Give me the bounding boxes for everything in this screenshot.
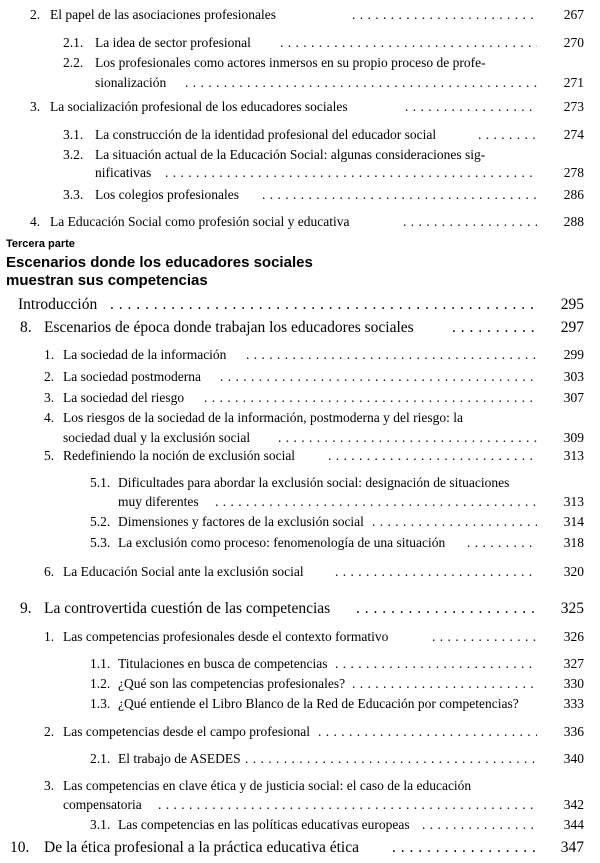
entry-title: Los profesionales como actores inmersos en su propio proceso de profe- <box>95 55 486 70</box>
entry-number: 4. <box>30 214 41 229</box>
entry-title: La Educación Social ante la exclusión social <box>63 564 304 579</box>
entry-title: Las competencias en las políticas educativas europeas <box>118 817 410 832</box>
entry-page: 303 <box>563 369 584 384</box>
leader-dots <box>215 493 537 511</box>
leader-dots <box>220 368 537 386</box>
entry-number: 1. <box>44 347 55 362</box>
entry-number: 3. <box>44 390 55 405</box>
entry-title: Los colegios profesionales <box>95 187 239 202</box>
leader-dots <box>478 126 537 144</box>
entry-page: 342 <box>563 797 584 812</box>
entry-page: 326 <box>563 629 584 644</box>
entry-number: 2.2. <box>63 55 84 70</box>
entry-title: La socialización profesional de los educadores sociales <box>50 99 348 114</box>
entry-number: 5. <box>44 448 55 463</box>
entry-title: La construcción de la identidad profesional del educador social <box>95 127 437 142</box>
entry-number: 10. <box>10 839 30 856</box>
entry-page: 278 <box>563 165 584 180</box>
entry-title: La controvertida cuestión de las competencias <box>44 600 331 617</box>
entry-page: 318 <box>563 535 584 550</box>
leader-dots <box>372 513 537 531</box>
entry-title: Introducción <box>18 296 98 313</box>
entry-title: La sociedad de la información <box>63 347 227 362</box>
leader-dots <box>318 723 537 741</box>
entry-number: 3.3. <box>63 187 84 202</box>
leader-dots <box>280 34 537 52</box>
entry-page: 347 <box>560 839 584 856</box>
entry-page: 274 <box>563 127 584 142</box>
entry-number: 2. <box>30 7 41 22</box>
entry-title: Los riesgos de la sociedad de la información, postmoderna y del riesgo: la <box>63 410 464 425</box>
leader-dots <box>185 74 537 92</box>
leader-dots <box>262 186 537 204</box>
entry-title: El papel de las asociaciones profesionales <box>50 7 277 22</box>
entry-page: 288 <box>563 214 584 229</box>
entry-title: La idea de sector profesional <box>95 35 251 50</box>
leader-dots <box>405 98 537 116</box>
entry-page: 313 <box>563 448 584 463</box>
entry-number: 1. <box>44 629 55 644</box>
part-title <box>6 254 313 290</box>
entry-number: 9. <box>20 600 32 617</box>
entry-number: 5.2. <box>90 514 111 529</box>
part-label: Tercera parte <box>6 238 75 250</box>
entry-number: 2. <box>44 369 55 384</box>
entry-number: 2.1. <box>63 35 84 50</box>
entry-title: Las competencias profesionales desde el contexto formativo <box>63 629 389 644</box>
entry-title: Escenarios de época donde trabajan los educadores sociales <box>44 319 414 336</box>
entry-page: 327 <box>563 656 584 671</box>
entry-number: 5.1. <box>90 475 111 490</box>
leader-dots <box>452 318 537 338</box>
leader-dots <box>245 750 537 768</box>
entry-title: Redefiniendo la noción de exclusión social <box>63 448 296 463</box>
entry-page: 340 <box>563 751 584 766</box>
leader-dots <box>432 628 537 646</box>
entry-title: El trabajo de ASEDES <box>118 751 241 766</box>
entry-number: 3. <box>30 99 41 114</box>
entry-number: 1.3. <box>90 696 111 711</box>
entry-number: 1.2. <box>90 676 111 691</box>
entry-page: 299 <box>563 347 584 362</box>
entry-number: 4. <box>44 410 55 425</box>
entry-page: 267 <box>563 7 584 22</box>
leader-dots <box>356 599 537 619</box>
entry-page: 271 <box>563 75 584 90</box>
entry-number: 1.1. <box>90 656 111 671</box>
leader-dots <box>328 447 537 465</box>
entry-page: 307 <box>563 390 584 405</box>
leader-dots <box>392 838 537 858</box>
entry-title: Las competencias en clave ética y de justicia social: el caso de la educación <box>63 778 472 793</box>
entry-page: 273 <box>563 99 584 114</box>
entry-title: Titulaciones en busca de competencias <box>118 656 328 671</box>
entry-title: La sociedad del riesgo <box>63 390 185 405</box>
entry-page: 313 <box>563 494 584 509</box>
entry-number: 3. <box>44 778 55 793</box>
entry-number: 2. <box>44 724 55 739</box>
entry-title: De la ética profesional a la práctica educativa ética <box>44 839 359 856</box>
leader-dots <box>165 164 537 182</box>
entry-page: 309 <box>563 430 584 445</box>
entry-page: 336 <box>563 724 584 739</box>
leader-dots <box>158 796 537 814</box>
entry-page: 295 <box>560 296 584 313</box>
entry-title: ¿Qué son las competencias profesionales? <box>118 676 346 691</box>
entry-number: 3.1. <box>63 127 84 142</box>
entry-number: 8. <box>20 319 32 336</box>
leader-dots <box>352 6 537 24</box>
leader-dots <box>335 655 537 673</box>
leader-dots <box>110 295 537 315</box>
leader-dots <box>403 213 537 231</box>
entry-title-cont: compensatoria <box>63 797 142 812</box>
leader-dots <box>204 389 537 407</box>
entry-title: Las competencias desde el campo profesional <box>63 724 311 739</box>
entry-title-cont: sociedad dual y la exclusión social <box>63 430 251 445</box>
entry-title: ¿Qué entiende el Libro Blanco de la Red de Educación por competencias? <box>118 696 519 711</box>
entry-title-cont: nificativas <box>95 165 152 180</box>
entry-number: 3.1. <box>90 817 111 832</box>
entry-page: 344 <box>563 817 584 832</box>
leader-dots <box>246 346 537 364</box>
entry-page: 320 <box>563 564 584 579</box>
leader-dots <box>467 534 537 552</box>
part-title-line: muestran sus competencias <box>6 272 208 289</box>
leader-dots <box>335 563 537 581</box>
part-title-line: Escenarios donde los educadores sociales <box>6 254 313 271</box>
entry-title: La exclusión como proceso: fenomenología de una situación <box>118 535 446 550</box>
leader-dots <box>352 675 537 693</box>
entry-page: 325 <box>560 600 584 617</box>
entry-page: 314 <box>563 514 584 529</box>
entry-page: 297 <box>560 319 584 336</box>
entry-title: La situación actual de la Educación Social: algunas consideraciones sig- <box>95 147 486 162</box>
entry-page: 330 <box>563 676 584 691</box>
entry-title-cont: sionalización <box>95 75 167 90</box>
entry-number: 6. <box>44 564 55 579</box>
entry-page: 270 <box>563 35 584 50</box>
leader-dots <box>278 429 537 447</box>
entry-page: 286 <box>563 187 584 202</box>
entry-title-cont: muy diferentes <box>118 494 199 509</box>
entry-title: Dimensiones y factores de la exclusión social <box>118 514 364 529</box>
entry-number: 5.3. <box>90 535 111 550</box>
entry-page: 333 <box>563 696 584 711</box>
entry-number: 2.1. <box>90 751 111 766</box>
entry-title: Dificultades para abordar la exclusión social: designación de situaciones <box>118 475 510 490</box>
entry-number: 3.2. <box>63 147 84 162</box>
leader-dots <box>422 816 537 834</box>
entry-title: La Educación Social como profesión social y educativa <box>50 214 350 229</box>
entry-title: La sociedad postmoderna <box>63 369 201 384</box>
